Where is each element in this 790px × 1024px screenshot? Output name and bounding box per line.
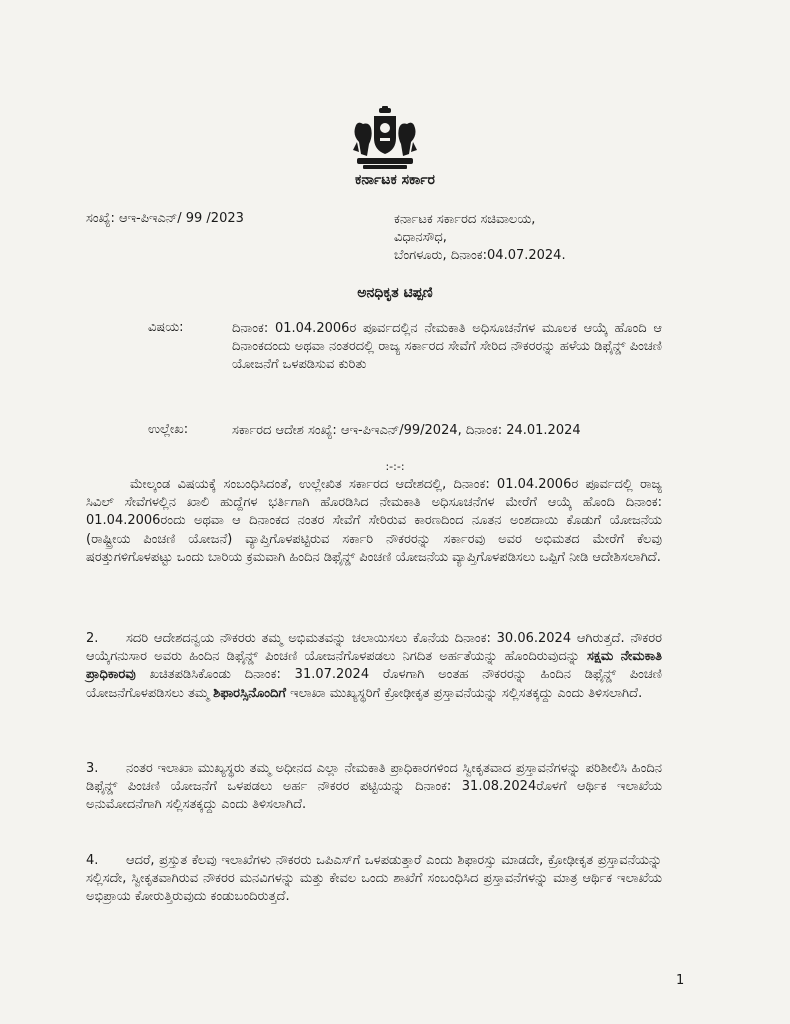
address-line: ವಿಧಾನಸೌಧ, bbox=[394, 230, 447, 245]
reference-number: ಸಂಖ್ಯೆ: ಆಇ-ಪಿಇಎನ್/ 99 /2023 bbox=[86, 211, 244, 226]
paragraph-4 bbox=[86, 852, 662, 907]
paragraph-4-number: 4. bbox=[86, 853, 99, 868]
address-block bbox=[394, 211, 566, 265]
address-line: ಕರ್ನಾಟಕ ಸರ್ಕಾರದ ಸಚಿವಾಲಯ, bbox=[394, 212, 536, 227]
subject-label: ವಿಷಯ: bbox=[148, 320, 184, 335]
page-number: 1 bbox=[676, 973, 685, 988]
paragraph-2-bold-authority: ಸಕ್ಷಮ ನೇಮಕಾತಿ ಪ್ರಾಧಿಕಾರವು bbox=[86, 649, 662, 683]
paragraph-3 bbox=[86, 760, 662, 815]
government-title: ಕರ್ನಾಟಕ ಸರ್ಕಾರ bbox=[355, 172, 435, 188]
separator: :-:-: bbox=[385, 460, 405, 473]
paragraph-3-text: ನಂತರ ಇಲಾಖಾ ಮುಖ್ಯಸ್ಥರು ತಮ್ಮ ಅಧೀನದ ಎಲ್ಲಾ ನೇಮಕಾತಿ ಪ್ರಾಧಿಕಾರಗಳಿಂದ ಸ್ವೀಕೃತವಾದ ಪ್ರಸ್ತಾವನೆಗಳನ್ನು ಪರಿಶೀಲಿಸಿ ಹಿಂದಿನ ಡಿಫೈನ್ಡ್ ಪಿಂಚಣಿ ಯೋಜನೆಗೆ ಒಳಪಡಲು ಅರ್ಹ ನೌಕರರ ಪಟ್ಟಿಯನ್ನು ದಿನಾಂಕ: 31.08.2024ರೊಳಗೆ ಆರ್ಥಿಕ ಇಲಾಖೆಯ ಅನುಮೋದನೆಗಾಗಿ ಸಲ್ಲಿಸತಕ್ಕದ್ದು ಎಂದು ತಿಳಿಸಲಾಗಿದೆ. bbox=[86, 761, 662, 813]
paragraph-4-text: ಆದರೆ, ಪ್ರಸ್ತುತ ಕೆಲವು ಇಲಾಖೆಗಳು ನೌಕರರು ಒಪಿಎಸ್‌ಗೆ ಒಳಪಡುತ್ತಾರೆ ಎಂದು ಶಿಫಾರಸ್ಸು ಮಾಡದೇ, ಕ್ರೋಢೀಕೃತ ಪ್ರಸ್ತಾವನೆಯನ್ನು ಸಲ್ಲಿಸದೇ, ಸ್ವೀಕೃತವಾಗಿರುವ ನೌಕರರ ಮನವಿಗಳನ್ನು ಮತ್ತು ಕೇವಲ ಒಂದು ಶಾಖೆಗೆ ಸಂಬಂಧಿಸಿದ ಪ್ರಸ್ತಾವನೆಗಳನ್ನು ಮಾತ್ರ ಆರ್ಥಿಕ ಇಲಾಖೆಯ ಅಭಿಪ್ರಾಯ ಕೋರುತ್ತಿರುವುದು ಕಂಡುಬಂದಿರುತ್ತದೆ. bbox=[86, 853, 662, 905]
address-line: ಬೆಂಗಳೂರು, ದಿನಾಂಕ:04.07.2024. bbox=[394, 248, 566, 263]
paragraph-2 bbox=[86, 630, 662, 703]
reference-label: ಉಲ್ಲೇಖ: bbox=[148, 422, 189, 437]
paragraph-3-number: 3. bbox=[86, 761, 99, 776]
paragraph-2-bold-recommendation: ಶಿಫಾರಸ್ಸಿನೊಂದಿಗೆ bbox=[213, 685, 286, 701]
subject-text: ದಿನಾಂಕ: 01.04.2006ರ ಪೂರ್ವದಲ್ಲಿನ ನೇಮಕಾತಿ ಅಧಿಸೂಚನೆಗಳ ಮೂಲಕ ಆಯ್ಕೆ ಹೊಂದಿ ಆ ದಿನಾಂಕದಂದು ಅಥವಾ ನಂತರದಲ್ಲಿ ರಾಜ್ಯ ಸರ್ಕಾರದ ಸೇವೆಗೆ ಸೇರಿದ ನೌಕರರನ್ನು ಹಳೆಯ ಡಿಫೈನ್ಡ್ ಪಿಂಚಣಿ ಯೋಜನೆಗೆ ಒಳಪಡಿಸುವ ಕುರಿತು bbox=[232, 321, 662, 372]
paragraph-1-text: ಮೇಲ್ಕಂಡ ವಿಷಯಕ್ಕೆ ಸಂಬಂಧಿಸಿದಂತೆ, ಉಲ್ಲೇಖಿತ ಸರ್ಕಾರದ ಆದೇಶದಲ್ಲಿ, ದಿನಾಂಕ: 01.04.2006ರ ಪೂರ್ವದಲ್ಲಿ ರಾಜ್ಯ ಸಿವಿಲ್ ಸೇವೆಗಳಲ್ಲಿನ ಖಾಲಿ ಹುದ್ದೆಗಳ ಭರ್ತಿಗಾಗಿ ಹೊರಡಿಸಿದ ನೇಮಕಾತಿ ಅಧಿಸೂಚನೆಗಳ ಮೇರೆಗೆ ಆಯ್ಕೆ ಹೊಂದಿ ದಿನಾಂಕ: 01.04.2006ರಂದು ಅಥವಾ ಆ ದಿನಾಂಕದ ನಂತರ ಸೇವೆಗೆ ಸೇರಿರುವ ಕಾರಣದಿಂದ ನೂತನ ಅಂಶದಾಯಿ ಕೊಡುಗೆ ಯೋಜನೆಯ (ರಾಷ್ಟ್ರೀಯ ಪಿಂಚಣಿ ಯೋಜನೆ) ವ್ಯಾಪ್ತಿಗೊಳಪಟ್ಟಿರುವ ಸರ್ಕಾರಿ ನೌಕರರನ್ನು ಸರ್ಕಾರವು ಅವರ ಅಭಿಮತದ ಮೇರೆಗೆ ಕೆಲವು ಷರತ್ತುಗಳಿಗೊಳಪಟ್ಟು ಒಂದು ಬಾರಿಯ ಕ್ರಮವಾಗಿ ಹಿಂದಿನ ಡಿಫೈನ್ಡ್ ಪಿಂಚಣಿ ಯೋಜನೆಯ ವ್ಯಾಪ್ತಿಗೊಳಪಡಿಸಲು ಒಪ್ಪಿಗೆ ನೀಡಿ ಆದೇಶಿಸಲಾಗಿದೆ. bbox=[86, 477, 662, 565]
note-title: ಅನಧಿಕೃತ ಟಿಪ್ಪಣಿ bbox=[357, 285, 433, 301]
paragraph-2-text: ಇಲಾಖಾ ಮುಖ್ಯಸ್ಥರಿಗೆ ಕ್ರೋಢೀಕೃತ ಪ್ರಸ್ತಾವನೆಯನ್ನು ಸಲ್ಲಿಸತಕ್ಕದ್ದು ಎಂದು ತಿಳಿಸಲಾಗಿದೆ. bbox=[285, 685, 643, 701]
paragraph-2-number: 2. bbox=[86, 631, 99, 646]
paragraph-1 bbox=[86, 476, 662, 567]
karnataka-emblem-icon bbox=[349, 106, 421, 172]
paragraph-2-text: ಖಚಿತಪಡಿಸಿಕೊಂಡು ದಿನಾಂಕ: 31.07.2024 ರೊಳಗಾಗಿ ಅಂತಹ ನೌಕರರನ್ನು ಹಿಂದಿನ ಡಿಫೈನ್ಡ್ ಪಿಂಚಣಿ ಯೋಜನೆಗೊಳಪಡಿಸಲು ತಮ್ಮ bbox=[86, 667, 662, 701]
reference-text: ಸರ್ಕಾರದ ಆದೇಶ ಸಂಖ್ಯೆ: ಆಇ-ಪಿಇಎನ್/99/2024, ದಿನಾಂಕ: 24.01.2024 bbox=[232, 423, 581, 438]
paragraph-2-text: ಸದರಿ ಆದೇಶದನ್ವಯ ನೌಕರರು ತಮ್ಮ ಅಭಿಮತವನ್ನು ಚಲಾಯಿಸಲು ಕೊನೆಯ ದಿನಾಂಕ: 30.06.2024 ಆಗಿರುತ್ತದೆ. ನೌಕರರ ಆಯ್ಕೆಗನುಸಾರ ಅವರು ಹಿಂದಿನ ಡಿಫೈನ್ಡ್ ಪಿಂಚಣಿ ಯೋಜನೆಗೊಳಪಡಲು ನಿಗದಿತ ಅರ್ಹತೆಯನ್ನು ಹೊಂದಿರುವುದನ್ನು bbox=[86, 631, 662, 665]
